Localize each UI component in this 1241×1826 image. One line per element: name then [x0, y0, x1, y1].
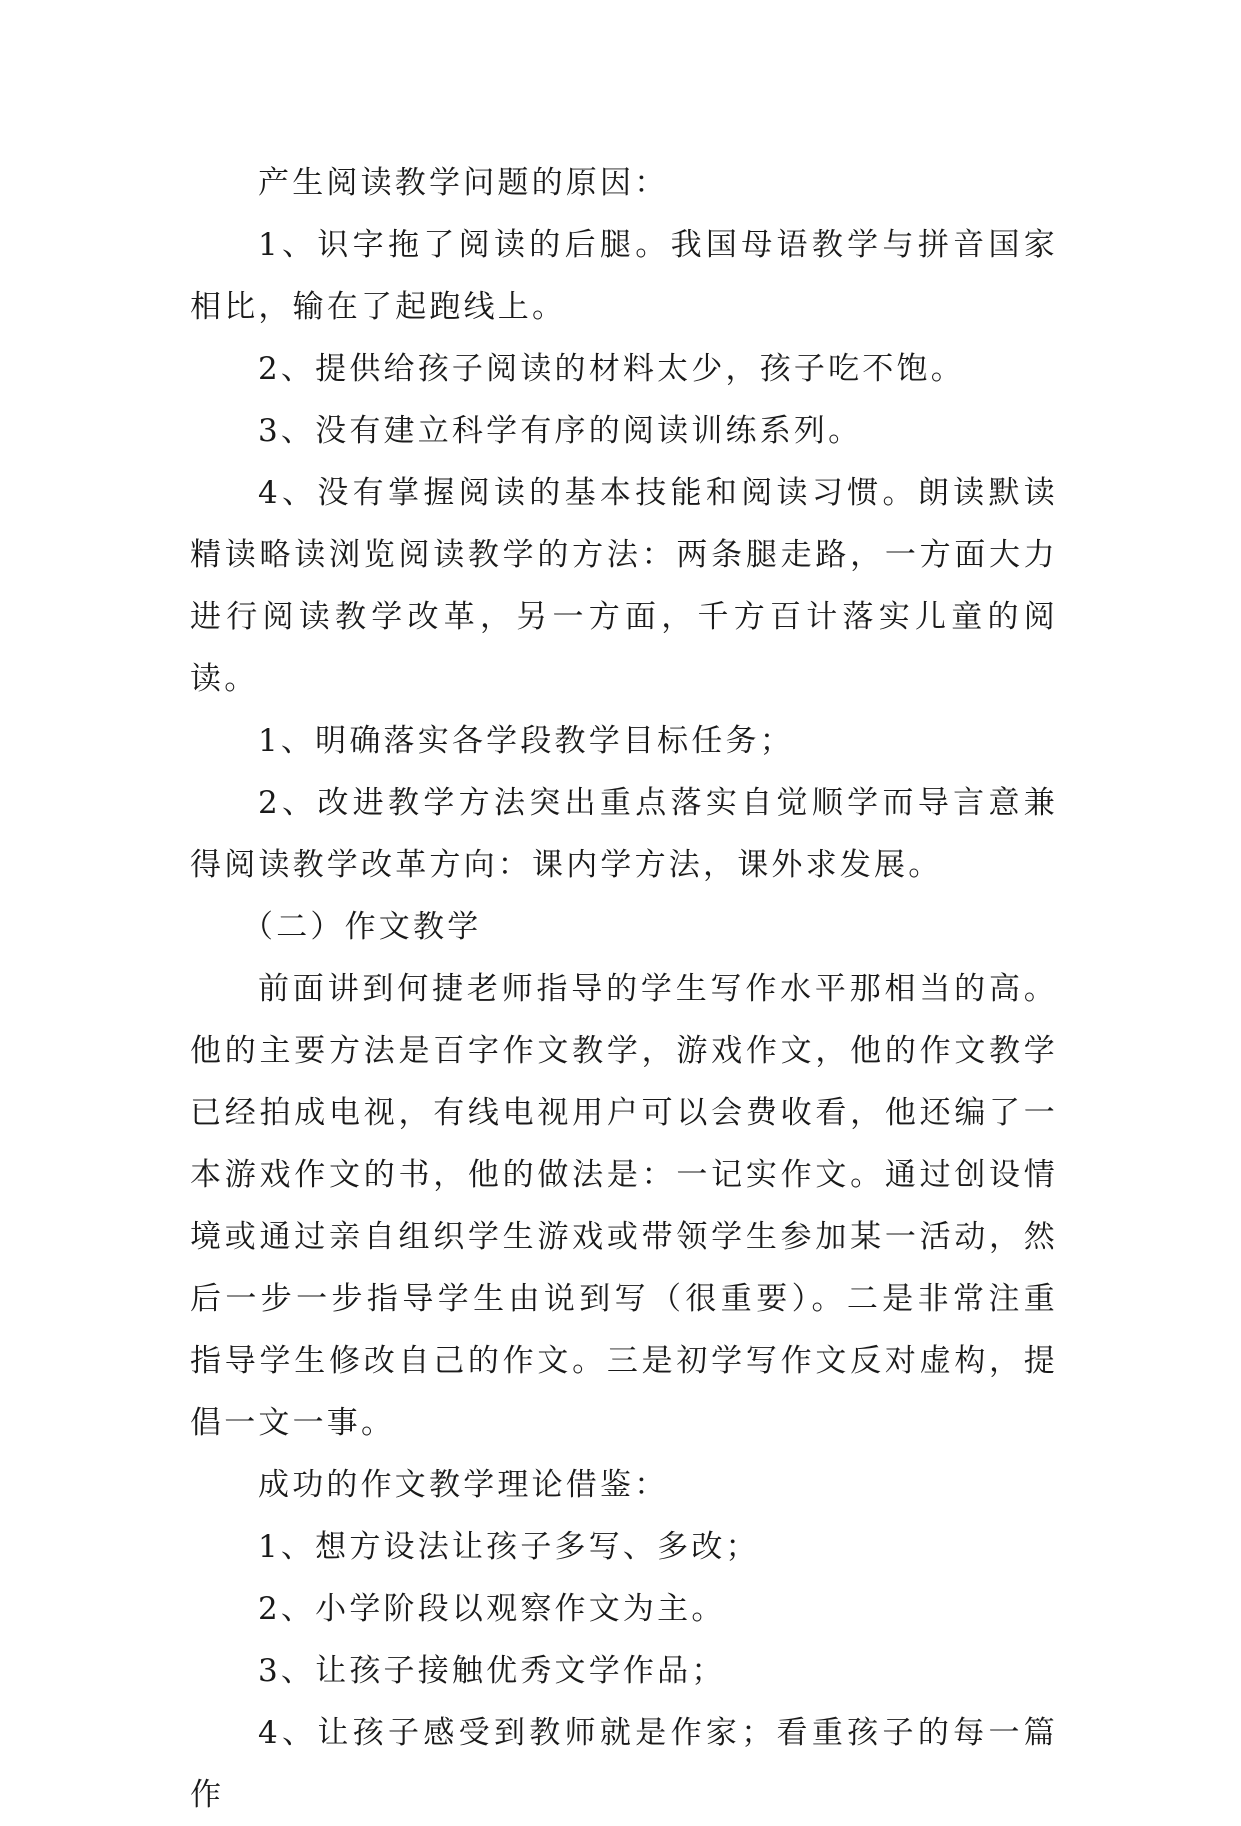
- paragraph-method-2: 2、改进教学方法突出重点落实自觉顺学而导言意兼得阅读教学改革方向：课内学方法，课外求发展。: [190, 785, 1058, 883]
- paragraph-causes-heading: 产生阅读教学问题的原因：: [258, 165, 669, 201]
- paragraph-cause-2: 2、提供给孩子阅读的材料太少，孩子吃不饱。: [258, 351, 965, 387]
- document-body: [190, 152, 1058, 1826]
- paragraph-method-1: 1、明确落实各学段教学目标任务；: [258, 723, 794, 759]
- paragraph-theory-3: 3、让孩子接触优秀文学作品；: [258, 1653, 726, 1689]
- paragraph-theory-4: 4、让孩子感受到教师就是作家；看重孩子的每一篇作: [190, 1715, 1058, 1813]
- paragraph-theory-heading: 成功的作文教学理论借鉴：: [258, 1467, 669, 1503]
- paragraph-hejie-method: 前面讲到何捷老师指导的学生写作水平那相当的高。他的主要方法是百字作文教学，游戏作文，他的作文教学已经拍成电视，有线电视用户可以会费收看，他还编了一本游戏作文的书，他的做法是：一记实作文。通过创设情境或通过亲自组织学生游戏或带领学生参加某一活动，然后一步一步指导学生由说到写（很重要）。二是非常注重指导学生修改自己的作文。三是初学写作文反对虚构，提倡一文一事。: [190, 971, 1058, 1441]
- paragraph-cause-4: 4、没有掌握阅读的基本技能和阅读习惯。朗读默读精读略读浏览阅读教学的方法：两条腿走路，一方面大力进行阅读教学改革，另一方面，千方百计落实儿童的阅读。: [190, 475, 1058, 697]
- section-heading-composition: （二）作文教学: [242, 909, 482, 945]
- paragraph-cause-3: 3、没有建立科学有序的阅读训练系列。: [258, 413, 863, 449]
- paragraph-theory-2: 2、小学阶段以观察作文为主。: [258, 1591, 726, 1627]
- paragraph-cause-1: 1、识字拖了阅读的后腿。我国母语教学与拼音国家相比，输在了起跑线上。: [190, 227, 1058, 325]
- paragraph-theory-1: 1、想方设法让孩子多写、多改；: [258, 1529, 760, 1565]
